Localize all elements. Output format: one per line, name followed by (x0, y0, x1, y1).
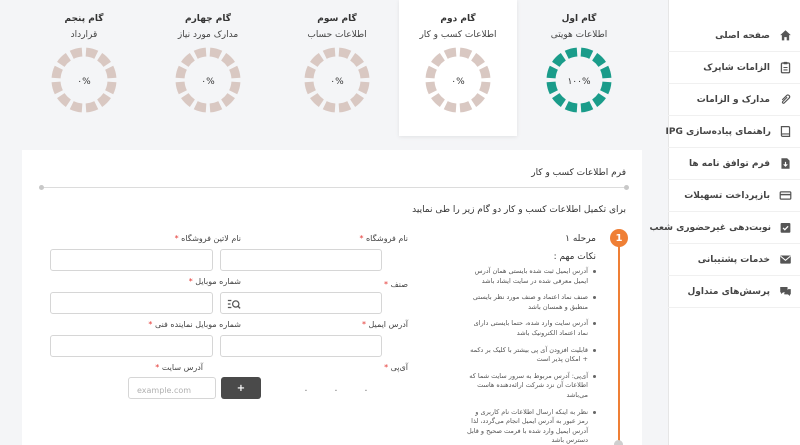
sidebar-item-documents[interactable] (668, 84, 800, 116)
progress-segment (581, 52, 591, 55)
sidebar-item-home[interactable] (668, 20, 800, 52)
step-title: گام چهارم (185, 14, 231, 24)
email-label: آدرس ایمیل * (361, 320, 408, 329)
progress-segment (325, 52, 335, 55)
book-icon (779, 125, 792, 139)
mobile-field[interactable] (50, 292, 213, 314)
sidebar-item-label: مدارک و الزامات (696, 94, 770, 105)
tech-mobile-field[interactable] (50, 335, 213, 357)
notes-title: نکات مهم : (553, 252, 596, 262)
add-ip-button[interactable]: + (221, 377, 261, 399)
progress-segment (314, 96, 322, 104)
progress-segment (233, 82, 236, 92)
note-item: آی‌پی: آدرس مربوط به سرور سایت شما که اطلاعات آن نزد شرکت ارائه‌دهنده هاست می‌باشد (466, 372, 596, 401)
progress-segment (224, 96, 232, 104)
progress-segment (56, 82, 59, 92)
progress-segment (196, 52, 206, 55)
progress-segment (483, 82, 486, 92)
progress-segment (567, 105, 577, 108)
home-icon (778, 29, 792, 43)
step-title: گام دوم (440, 14, 476, 24)
notes-list (466, 267, 596, 445)
step-percent: ۰% (330, 77, 344, 87)
sidebar-item-label: نوبت‌دهی غیرحضوری شعب (649, 222, 771, 233)
sidebar-item-label: راهنمای پیاده‌سازی IPG (665, 126, 771, 137)
tech-mobile-label: شماره موبایل نماینده فنی * (148, 320, 241, 329)
scroll-handle[interactable] (614, 440, 623, 445)
step-percent: ۰% (451, 77, 465, 87)
step-percent: ۰% (77, 77, 91, 87)
progress-segment (353, 57, 361, 65)
progress-segment (314, 57, 322, 65)
guild-label: صنف * (383, 280, 408, 289)
progress-segment (446, 52, 456, 55)
progress-segment (353, 96, 361, 104)
progress-segment (604, 68, 607, 78)
progress-segment (196, 105, 206, 108)
step-4[interactable] (149, 0, 267, 136)
progress-segment (595, 96, 603, 104)
note-item: آدرس ایمیل ثبت شده بایستی همان آدرس ایمیل معرفی شده در سایت ایشاد باشد (466, 267, 596, 286)
step-2[interactable] (399, 0, 517, 136)
sidebar-item-label: خدمات پشتیبانی (697, 254, 770, 265)
step-1[interactable] (520, 0, 638, 136)
store-name-label: نام فروشگاه * (359, 234, 408, 243)
store-latin-name-field[interactable] (50, 249, 213, 271)
progress-segment (210, 52, 220, 55)
mobile-label: شماره موبایل * (188, 277, 241, 286)
step-progress-ring (49, 45, 119, 115)
step-5[interactable] (25, 0, 143, 136)
step-title: گام سوم (317, 14, 357, 24)
sidebar-item-repayment[interactable] (668, 180, 800, 212)
progress-segment (581, 105, 591, 108)
sidebar-item-ipg-guide[interactable] (665, 116, 800, 148)
sidebar-item-label: بازپرداخت تسهیلات (684, 190, 770, 201)
progress-segment (309, 82, 312, 92)
progress-segment (109, 82, 112, 92)
store-latin-name-label: نام لاتین فروشگاه * (174, 234, 241, 243)
progress-segment (210, 105, 220, 108)
credit-card-icon (778, 189, 792, 203)
sidebar-item-faq[interactable] (668, 276, 800, 308)
chat-icon (778, 285, 792, 299)
progress-segment (224, 57, 232, 65)
step-subtitle: مدارک مورد نیاز (177, 30, 239, 40)
sidebar-item-support[interactable] (668, 244, 800, 276)
progress-segment (551, 82, 554, 92)
progress-segment (556, 96, 564, 104)
email-input[interactable] (221, 339, 381, 359)
progress-segment (460, 105, 470, 108)
progress-segment (483, 68, 486, 78)
progress-segment (233, 68, 236, 78)
email-field[interactable] (220, 335, 382, 357)
paperclip-icon (778, 93, 792, 107)
progress-segment (435, 96, 443, 104)
progress-segment (551, 68, 554, 78)
step-subtitle: اطلاعات هویتی (550, 30, 608, 40)
note-item: قابلیت افزودن آی پی بیشتر با کلیک بر دکمه + امکان پذیر است (466, 346, 596, 365)
sidebar (649, 0, 800, 445)
progress-segment (446, 105, 456, 108)
progress-segment (100, 57, 108, 65)
sidebar-item-label: صفحه اصلی (715, 30, 770, 41)
progress-segment (185, 96, 193, 104)
ip-octet-field[interactable] (261, 377, 291, 399)
ip-input-group[interactable] (221, 377, 381, 399)
step-progress-ring (173, 45, 243, 115)
form-title: فرم اطلاعات کسب و کار (531, 168, 626, 178)
progress-segment (430, 68, 433, 78)
sidebar-item-appointments[interactable] (649, 212, 800, 244)
progress-segment (556, 57, 564, 65)
sidebar-item-shaparak[interactable] (668, 52, 800, 84)
step-subtitle: اطلاعات حساب (307, 30, 367, 40)
mobile-input[interactable] (51, 296, 212, 316)
download-doc-icon (778, 157, 792, 171)
stage-badge: 1 (610, 229, 628, 247)
progress-segment (430, 82, 433, 92)
ip-separator: . (304, 382, 308, 394)
search-list-icon[interactable] (227, 297, 241, 311)
divider (42, 187, 626, 188)
step-subtitle: اطلاعات کسب و کار (419, 30, 497, 40)
sidebar-item-agreements[interactable] (668, 148, 800, 180)
progress-segment (86, 52, 96, 55)
progress-segment (61, 57, 69, 65)
store-name-field[interactable] (220, 249, 382, 271)
step-progress-ring (544, 45, 614, 115)
step-subtitle: قرارداد (70, 30, 98, 40)
progress-segment (460, 52, 470, 55)
sidebar-item-label: پرسش‌های متداول (687, 286, 770, 297)
progress-segment (109, 68, 112, 78)
stage-timeline (618, 240, 620, 445)
progress-segment (185, 57, 193, 65)
guild-select[interactable] (220, 292, 382, 314)
step-percent: ۱۰۰% (567, 77, 591, 87)
sidebar-item-label: فرم توافق نامه ها (688, 158, 770, 169)
sidebar-item-label: الزامات شاپرک (703, 62, 770, 73)
note-item: نظر به اینکه ارسال اطلاعات نام کاربری و رمز عبور به آدرس ایمیل انجام می‌گردد، لذا آدرس ایمیل وارد شده با فرمت صحیح و قابل دسترس باشد (466, 408, 596, 445)
progress-segment (595, 57, 603, 65)
progress-segment (325, 105, 335, 108)
progress-segment (309, 68, 312, 78)
form-intro: برای تکمیل اطلاعات کسب و کار دو گام زیر را طی نمایید (412, 205, 626, 215)
note-item: صنف نماد اعتماد و صنف مورد نظر بایستی منطبق و همسان باشد (466, 293, 596, 312)
progress-segment (100, 96, 108, 104)
progress-segment (339, 105, 349, 108)
step-title: گام اول (561, 14, 597, 24)
step-percent: ۰% (201, 77, 215, 87)
site-input[interactable] (129, 381, 215, 401)
progress-segment (567, 52, 577, 55)
progress-segment (362, 82, 365, 92)
store-name-input[interactable] (221, 253, 381, 273)
stage-title: مرحله ۱ (565, 234, 596, 244)
step-3[interactable] (278, 0, 396, 136)
progress-segment (604, 82, 607, 92)
progress-segment (180, 68, 183, 78)
business-info-form (22, 150, 642, 445)
step-progress-ring (423, 45, 493, 115)
progress-segment (56, 68, 59, 78)
site-field[interactable] (128, 377, 216, 399)
ip-separator: . (364, 382, 368, 394)
progress-segment (72, 52, 82, 55)
progress-segment (72, 105, 82, 108)
site-label: آدرس سایت * (155, 363, 203, 372)
progress-segment (474, 96, 482, 104)
progress-segment (474, 57, 482, 65)
guild-input[interactable] (221, 296, 381, 316)
store-latin-name-input[interactable] (51, 253, 212, 273)
mail-icon (778, 253, 792, 267)
progress-segment (61, 96, 69, 104)
tech-mobile-input[interactable] (51, 339, 212, 359)
progress-segment (180, 82, 183, 92)
progress-segment (86, 105, 96, 108)
ip-label: آی‌پی * (384, 363, 408, 372)
ip-separator: . (334, 382, 338, 394)
step-title: گام پنجم (64, 14, 104, 24)
progress-segment (435, 57, 443, 65)
progress-segment (339, 52, 349, 55)
calendar-check-icon (779, 221, 792, 235)
step-progress-ring (302, 45, 372, 115)
note-item: آدرس سایت وارد شده، حتما بایستی دارای نماد اعتماد الکترونیک باشد (466, 319, 596, 338)
clipboard-icon (778, 61, 792, 75)
progress-segment (362, 68, 365, 78)
